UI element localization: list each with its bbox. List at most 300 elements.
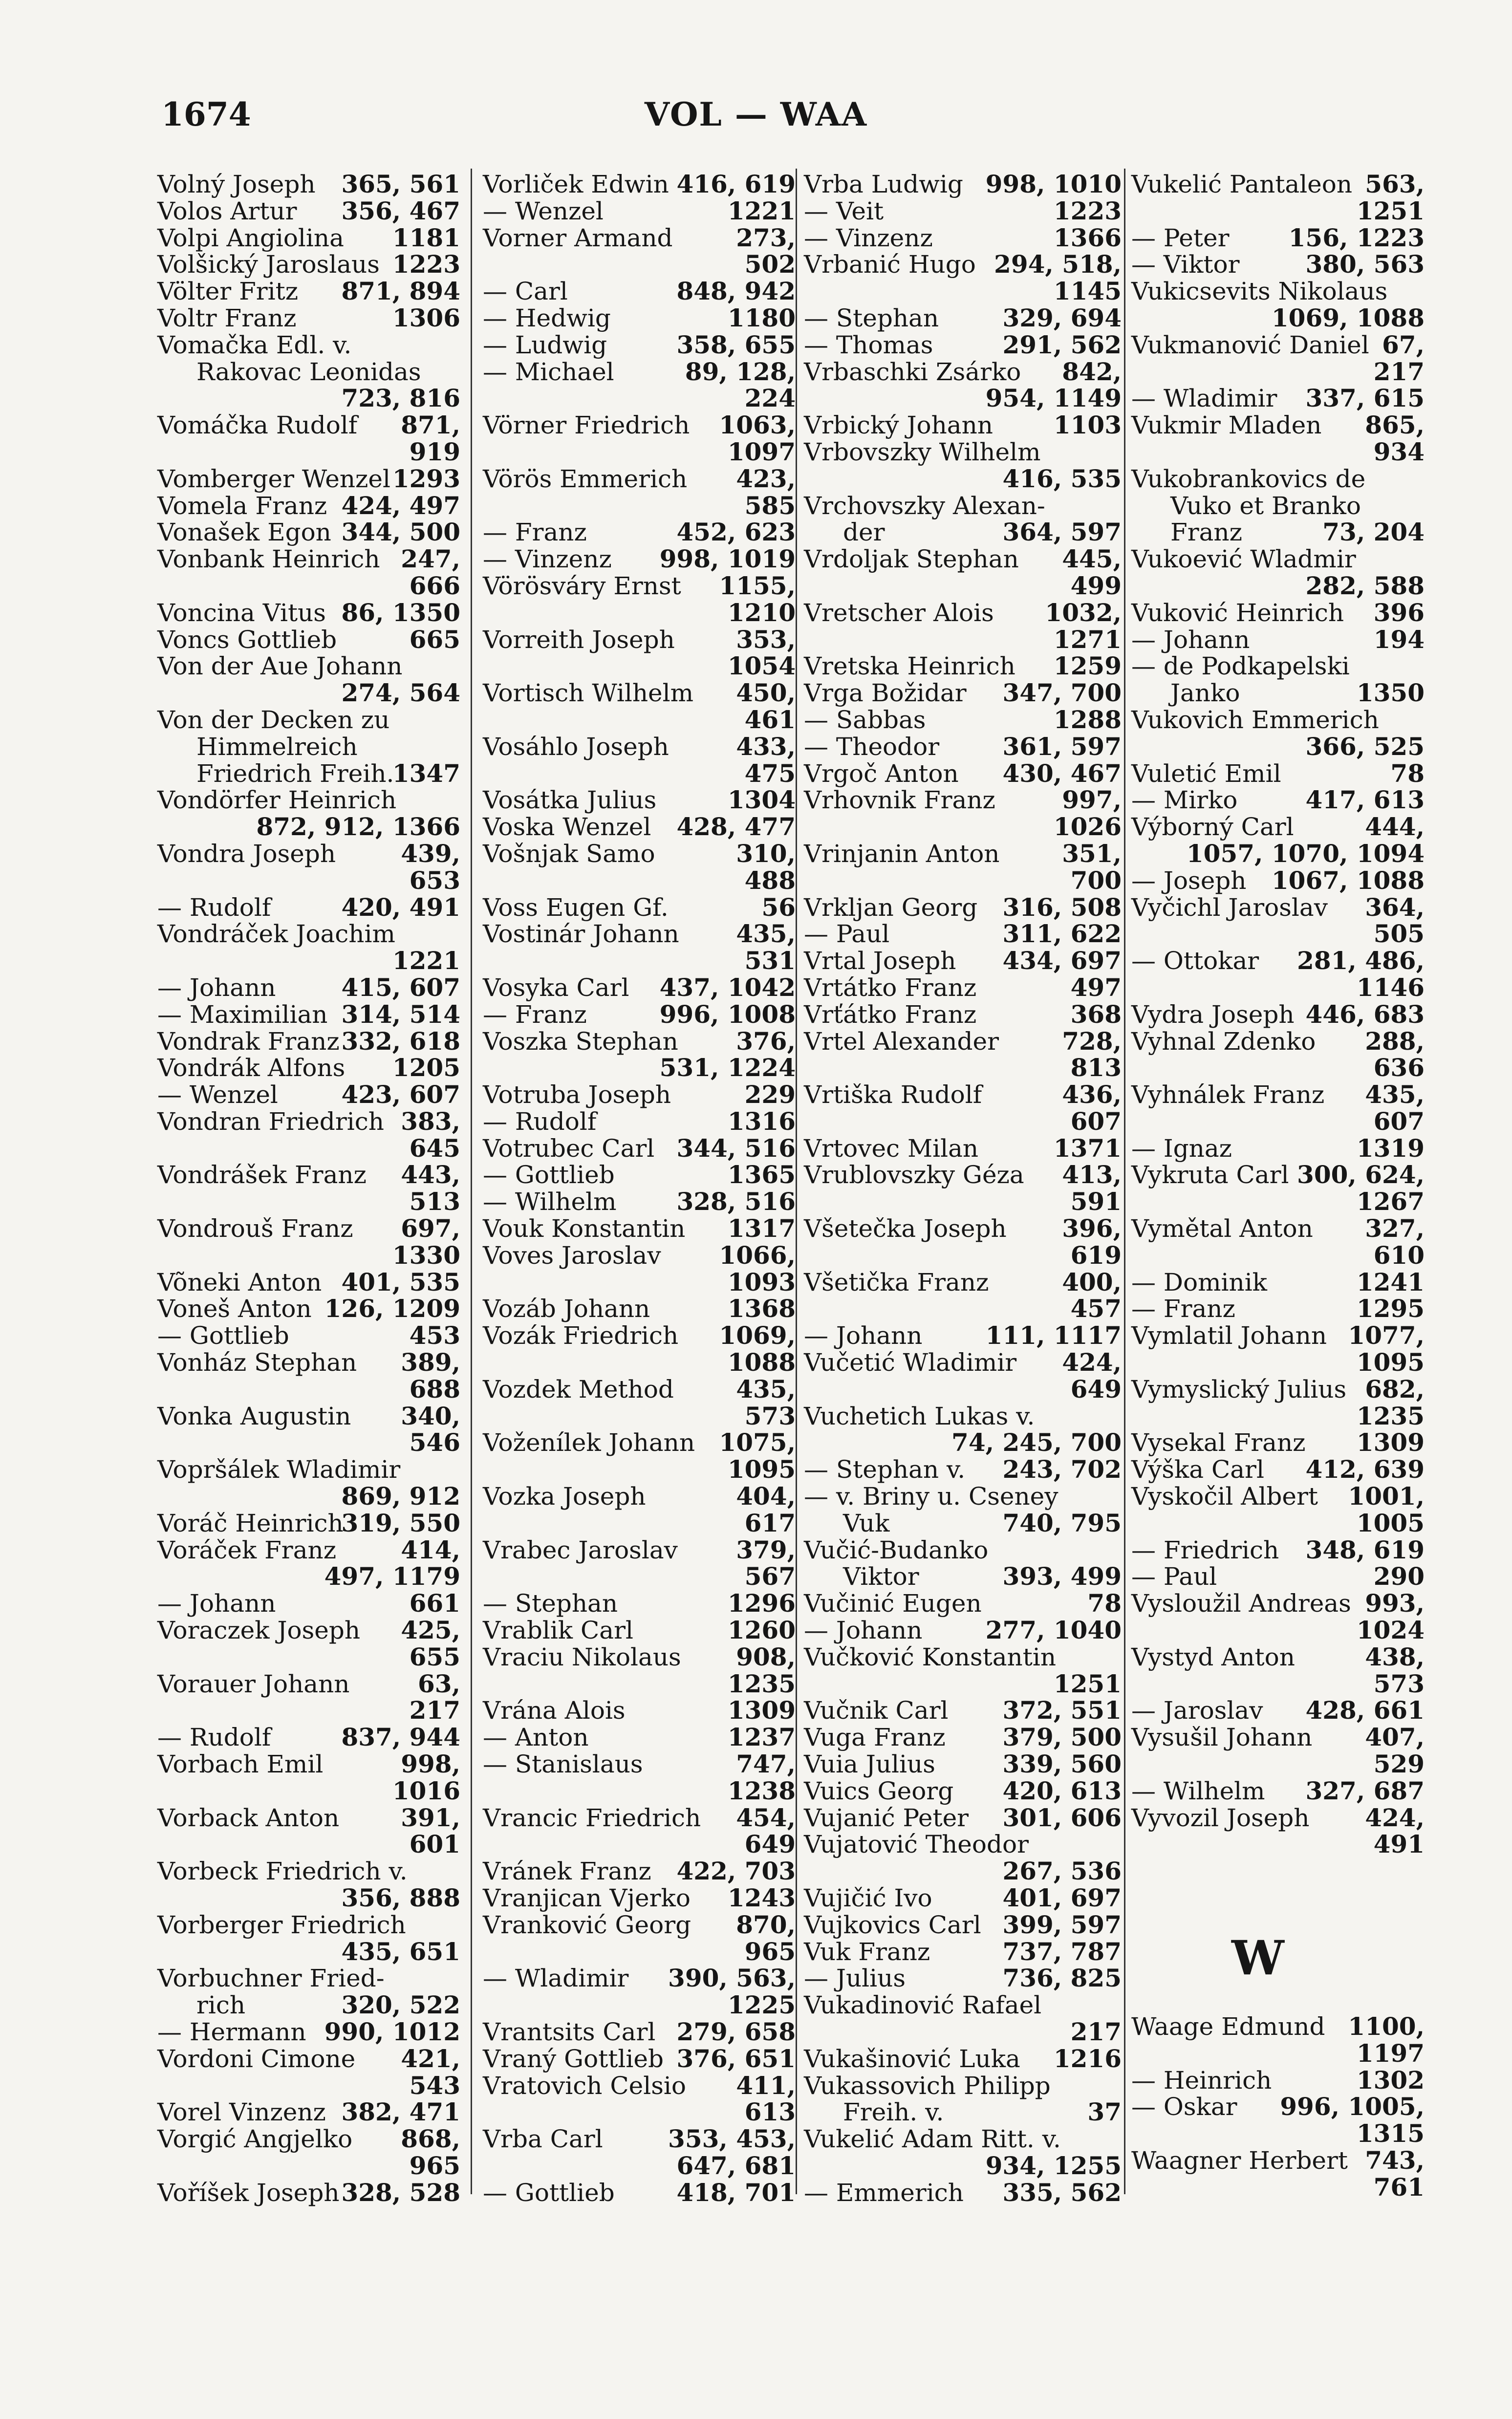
index-entry: [1131, 1590, 1425, 1617]
entry-name: Vranjican Vjerko: [483, 1884, 691, 1912]
entry-name: Vujičić Ivo: [804, 1884, 932, 1912]
entry-name: — Oskar: [1131, 2093, 1237, 2121]
entry-pages: 513: [409, 1187, 460, 1216]
entry-pages: 1302: [1356, 2065, 1425, 2095]
entry-name: — Wenzel: [483, 196, 604, 225]
entry-name: — Theodor: [804, 732, 940, 761]
column-divider: [796, 169, 797, 2194]
entry-name: Vrtovec Milan: [804, 1134, 979, 1163]
entry-pages: 416, 619: [676, 170, 796, 198]
index-entry: [1131, 1242, 1425, 1269]
index-entry: [1131, 2174, 1425, 2201]
entry-name: — Veit: [804, 196, 884, 225]
entry-pages: 365, 561: [341, 170, 460, 198]
entry-name: Vretska Heinrich: [804, 652, 1015, 681]
index-entry: [483, 493, 796, 519]
index-entry: [483, 734, 796, 760]
entry-pages: 356, 888: [341, 1883, 460, 1912]
index-entry: [804, 1188, 1122, 1215]
entry-name: Vrbovszky Wilhelm: [804, 437, 1041, 466]
index-entry: [483, 707, 796, 734]
entry-pages: 424,: [1365, 1803, 1425, 1832]
entry-pages: 1317: [727, 1214, 796, 1243]
index-entry: [804, 600, 1122, 626]
entry-pages: 1066,: [719, 1240, 796, 1270]
entry-name: Von der Aue Johann: [157, 652, 403, 681]
entry-pages: 376,: [736, 1026, 796, 1056]
entry-pages: 636: [1373, 1053, 1425, 1082]
index-entry: [483, 1537, 796, 1564]
entry-name: — Johann: [804, 1321, 923, 1350]
entry-name: Viktor: [843, 1562, 919, 1591]
index-entry: [157, 573, 460, 600]
entry-pages: 1259: [1053, 651, 1122, 681]
entry-name: Vranković Georg: [483, 1910, 691, 1939]
entry-name: Vordoni Cimone: [157, 2044, 356, 2073]
entry-pages: 591: [1070, 1187, 1122, 1216]
entry-pages: 358, 655: [676, 330, 796, 359]
entry-pages: 848, 942: [676, 277, 796, 306]
entry-pages: 728,: [1062, 1026, 1122, 1056]
entry-pages: 837, 944: [341, 1723, 460, 1752]
index-entry: [157, 1456, 460, 1483]
entry-name: Vuko et Branko: [1170, 491, 1361, 520]
entry-name: Vomačka Edl. v.: [157, 330, 352, 359]
index-entry: [483, 439, 796, 466]
entry-pages: 491: [1373, 1830, 1425, 1859]
entry-pages: 505: [1373, 919, 1425, 949]
entry-name: Vrbický Johann: [804, 411, 994, 440]
entry-pages: 1146: [1356, 972, 1425, 1002]
entry-pages: 344, 516: [676, 1133, 796, 1163]
index-entry: [483, 1912, 796, 1939]
index-entry: [483, 198, 796, 225]
entry-pages: 488: [744, 865, 796, 895]
index-entry: [157, 1108, 460, 1135]
entry-name: Vrbanić Hugo: [804, 250, 976, 279]
entry-name: — Johann: [157, 1589, 276, 1618]
index-entry: [483, 1188, 796, 1215]
entry-pages: 437, 1042: [659, 972, 796, 1002]
entry-pages: 415, 607: [341, 972, 460, 1002]
entry-pages: 585: [744, 491, 796, 520]
index-column-2: [483, 171, 796, 2206]
entry-name: Vouk Konstantin: [483, 1214, 686, 1243]
index-entry: [483, 1108, 796, 1135]
entry-name: Vrtátko Franz: [804, 973, 977, 1002]
entry-pages: 380, 563: [1305, 250, 1425, 279]
entry-pages: 1238: [727, 1776, 796, 1805]
entry-pages: 1067, 1088: [1271, 865, 1425, 895]
entry-name: Vorback Anton: [157, 1803, 340, 1832]
entry-name: Voráček Franz: [157, 1535, 337, 1564]
entry-pages: 870,: [736, 1910, 796, 1939]
entry-name: Voženílek Johann: [483, 1428, 695, 1457]
entry-name: Výborný Carl: [1131, 813, 1294, 842]
index-entry: [157, 225, 460, 252]
index-entry: [157, 1724, 460, 1751]
entry-pages: 1221: [727, 196, 796, 225]
entry-pages: 871, 894: [341, 277, 460, 306]
entry-name: Vrantsits Carl: [483, 2017, 656, 2046]
index-entry: [804, 1885, 1122, 1912]
entry-name: — Hermann: [157, 2017, 306, 2046]
index-entry: [804, 1965, 1122, 1992]
entry-pages: 869, 912: [341, 1482, 460, 1511]
entry-name: Vučinić Eugen: [804, 1589, 982, 1618]
index-entry: [804, 305, 1122, 332]
index-entry: [804, 519, 1122, 546]
entry-pages: 688: [409, 1374, 460, 1404]
entry-pages: 1155,: [719, 571, 796, 600]
index-entry: [157, 2126, 460, 2153]
index-entry: [804, 1242, 1122, 1269]
entry-pages: 1267: [1356, 1187, 1425, 1216]
entry-name: — Stephan: [804, 303, 939, 332]
index-entry: [1131, 921, 1425, 948]
entry-pages: 314, 514: [341, 999, 460, 1029]
index-entry: [483, 1269, 796, 1296]
index-entry: [483, 2046, 796, 2073]
entry-pages: 434, 697: [1002, 946, 1122, 975]
entry-pages: 217: [1373, 357, 1425, 386]
entry-name: Vukelić Adam Ritt. v.: [804, 2125, 1061, 2154]
index-entry: [483, 2153, 796, 2180]
entry-name: Vuk Franz: [804, 1937, 930, 1966]
entry-name: — Thomas: [804, 330, 933, 359]
index-entry: [483, 921, 796, 948]
entry-pages: 1368: [727, 1294, 796, 1323]
index-entry: [804, 225, 1122, 252]
index-entry: [804, 1617, 1122, 1644]
index-entry: [483, 1429, 796, 1456]
entry-pages: 1075,: [719, 1428, 796, 1457]
entry-name: Vuia Julius: [804, 1750, 935, 1779]
index-entry: [157, 1349, 460, 1376]
entry-name: — Mirko: [1131, 786, 1238, 815]
entry-pages: 655: [409, 1642, 460, 1671]
entry-name: Vondörfer Heinrich: [157, 786, 397, 815]
entry-name: — Heinrich: [1131, 2066, 1272, 2095]
entry-pages: 475: [744, 758, 796, 788]
entry-name: Vondran Friedrich: [157, 1107, 384, 1136]
entry-pages: 1309: [727, 1696, 796, 1725]
entry-pages: 1088: [727, 1348, 796, 1377]
entry-name: Vukelić Pantaleon: [1131, 170, 1353, 198]
entry-pages: 1205: [392, 1053, 460, 1082]
entry-name: Vorliček Edwin: [483, 170, 669, 198]
entry-pages: 435, 651: [341, 1937, 460, 1966]
index-entry: [483, 225, 796, 252]
entry-name: — Peter: [1131, 223, 1230, 252]
index-entry: [1131, 493, 1425, 519]
entry-name: Vondrak Franz: [157, 1027, 340, 1056]
entry-name: Vukašinović Luka: [804, 2044, 1020, 2073]
index-entry: [1131, 841, 1425, 867]
entry-pages: 310,: [736, 839, 796, 868]
entry-name: Völter Fritz: [157, 277, 299, 306]
entry-pages: 461: [744, 705, 796, 734]
entry-name: — Gottlieb: [157, 1321, 289, 1350]
entry-pages: 439,: [401, 839, 460, 868]
entry-pages: 423,: [736, 464, 796, 493]
index-entry: [157, 1912, 460, 1939]
entry-pages: 700: [1070, 865, 1122, 895]
entry-pages: 274, 564: [341, 678, 460, 708]
entry-pages: 364, 597: [1002, 518, 1122, 547]
index-entry: [804, 680, 1122, 707]
index-entry: [804, 385, 1122, 412]
index-entry: [804, 948, 1122, 974]
index-entry: [804, 1805, 1122, 1832]
entry-name: — Julius: [804, 1964, 906, 1993]
entry-pages: 267, 536: [1002, 1857, 1122, 1886]
entry-name: Vysekal Franz: [1131, 1428, 1306, 1457]
index-entry: [1131, 2120, 1425, 2147]
index-entry: [1131, 385, 1425, 412]
entry-name: Vukovich Emmerich: [1131, 705, 1379, 734]
index-entry: [157, 1965, 460, 1992]
index-entry: [157, 546, 460, 573]
index-entry: [483, 1590, 796, 1617]
index-entry: [157, 305, 460, 332]
entry-pages: 502: [744, 250, 796, 279]
entry-name: Freih. v.: [843, 2098, 944, 2127]
entry-pages: 1225: [727, 1990, 796, 2020]
entry-pages: 990, 1012: [324, 2017, 460, 2046]
entry-name: Vukobrankovics de: [1131, 464, 1366, 493]
index-entry: [157, 1001, 460, 1028]
entry-name: Vosátka Julius: [483, 786, 657, 815]
entry-pages: 348, 619: [1305, 1535, 1425, 1564]
entry-name: Vondrouš Franz: [157, 1214, 353, 1243]
entry-name: Vrga Božidar: [804, 679, 967, 708]
index-entry: [483, 1296, 796, 1322]
entry-name: — Ottokar: [1131, 947, 1259, 975]
index-entry: [157, 1885, 460, 1912]
entry-pages: 316, 508: [1002, 892, 1122, 922]
index-entry: [483, 412, 796, 439]
entry-pages: 1197: [1356, 2038, 1425, 2068]
entry-pages: 407,: [1365, 1723, 1425, 1752]
entry-pages: 393, 499: [1002, 1562, 1122, 1591]
entry-pages: 327, 687: [1305, 1776, 1425, 1805]
entry-name: Vortisch Wilhelm: [483, 679, 694, 708]
entry-pages: 1216: [1053, 2044, 1122, 2073]
index-entry: [1131, 1671, 1425, 1698]
entry-name: Vujkovics Carl: [804, 1910, 981, 1939]
entry-pages: 497: [1070, 972, 1122, 1002]
index-entry: [157, 1939, 460, 1965]
column-divider: [1124, 169, 1125, 2194]
index-entry: [1131, 1188, 1425, 1215]
index-entry: [483, 1376, 796, 1403]
entry-pages: 288,: [1365, 1026, 1425, 1056]
entry-name: Vujatović Theodor: [804, 1830, 1029, 1859]
entry-name: Vuletić Emil: [1131, 759, 1281, 788]
entry-pages: 607: [1070, 1106, 1122, 1136]
entry-pages: 273,: [736, 223, 796, 252]
index-entry: [804, 1162, 1122, 1188]
entry-name: Voráč Heinrich: [157, 1509, 344, 1537]
entry-pages: 390, 563,: [668, 1964, 796, 1993]
index-entry: [804, 1055, 1122, 1081]
entry-name: Vyhnal Zdenko: [1131, 1027, 1316, 1056]
entry-pages: 290: [1373, 1562, 1425, 1591]
index-entry: [157, 412, 460, 439]
index-entry: [804, 1671, 1122, 1698]
index-entry: [1131, 546, 1425, 573]
index-entry: [804, 1269, 1122, 1296]
index-entry: [804, 2180, 1122, 2206]
entry-name: Vyčichl Jaroslav: [1131, 893, 1328, 922]
entry-name: Vrána Alois: [483, 1696, 626, 1725]
index-entry: [157, 1135, 460, 1162]
index-entry: [1131, 1644, 1425, 1671]
entry-pages: 247,: [401, 544, 460, 574]
index-entry: [157, 894, 460, 921]
entry-name: Vrťátko Franz: [804, 1000, 977, 1029]
entry-name: Vučetić Wladimir: [804, 1348, 1017, 1377]
entry-pages: 965: [744, 1937, 796, 1966]
entry-name: — v. Briny u. Cseney: [804, 1482, 1058, 1511]
entry-name: Volos Artur: [157, 196, 297, 225]
index-entry: [804, 1403, 1122, 1430]
entry-pages: 1095: [1356, 1348, 1425, 1377]
index-entry: [157, 787, 460, 814]
index-entry: [157, 1590, 460, 1617]
entry-pages: 996, 1008: [659, 999, 796, 1029]
entry-pages: 872, 912, 1366: [256, 812, 460, 842]
entry-name: — Franz: [483, 518, 587, 547]
index-entry: [804, 1724, 1122, 1751]
index-entry: [804, 734, 1122, 760]
index-entry: [1131, 1831, 1425, 1858]
entry-pages: 996, 1005,: [1280, 2092, 1425, 2121]
index-entry: [157, 1322, 460, 1349]
entry-pages: 647, 681: [676, 2151, 796, 2180]
index-entry: [483, 1028, 796, 1055]
entry-name: Vošnjak Samo: [483, 839, 655, 868]
entry-name: Vrba Ludwig: [804, 170, 963, 198]
entry-pages: 399, 597: [1002, 1910, 1122, 1939]
index-entry: [483, 1215, 796, 1242]
index-entry: [1131, 2094, 1425, 2120]
entry-pages: 421,: [401, 2044, 460, 2073]
entry-pages: 1260: [727, 1616, 796, 1645]
index-entry: [483, 1510, 796, 1537]
entry-name: Vrhovnik Franz: [804, 786, 995, 815]
entry-pages: 444,: [1365, 812, 1425, 842]
index-entry: [157, 2099, 460, 2126]
entry-pages: 454,: [736, 1803, 796, 1832]
entry-name: — Vinzenz: [804, 223, 933, 252]
index-entry: [483, 1671, 796, 1698]
entry-name: Vorbuchner Fried-: [157, 1964, 385, 1993]
entry-pages: 194: [1373, 625, 1425, 654]
entry-pages: 327,: [1365, 1214, 1425, 1243]
index-entry: [157, 1296, 460, 1322]
index-entry: [804, 439, 1122, 466]
index-entry: [483, 1724, 796, 1751]
index-entry: [804, 466, 1122, 493]
entry-pages: 450,: [736, 678, 796, 708]
index-entry: [1131, 278, 1425, 305]
index-entry: [1131, 171, 1425, 198]
entry-pages: 1319: [1356, 1133, 1425, 1163]
entry-pages: 383,: [401, 1106, 460, 1136]
entry-name: — Wladimir: [483, 1964, 629, 1993]
index-entry: [157, 734, 460, 760]
index-entry: [483, 1858, 796, 1885]
entry-pages: 452, 623: [676, 518, 796, 547]
entry-name: — Ludwig: [483, 330, 607, 359]
entry-pages: 301, 606: [1002, 1803, 1122, 1832]
entry-name: Vopršálek Wladimir: [157, 1455, 401, 1484]
index-entry: [157, 1697, 460, 1724]
index-entry: [804, 1483, 1122, 1510]
index-entry: [804, 894, 1122, 921]
index-entry: [804, 2153, 1122, 2180]
entry-pages: 382, 471: [341, 2097, 460, 2127]
index-entry: [804, 1537, 1122, 1564]
entry-pages: 347, 700: [1002, 678, 1122, 708]
entry-name: Vukmanović Daniel: [1131, 330, 1369, 359]
entry-name: — Maximilian: [157, 1000, 328, 1029]
entry-pages: 1180: [727, 303, 796, 332]
entry-name: Vraciu Nikolaus: [483, 1642, 681, 1671]
index-entry: [1131, 814, 1425, 841]
entry-pages: 300, 624,: [1297, 1160, 1425, 1189]
entry-pages: 1016: [392, 1776, 460, 1805]
entry-name: Vrablik Carl: [483, 1616, 633, 1645]
entry-name: — Dominik: [1131, 1268, 1267, 1296]
index-entry: [157, 1644, 460, 1671]
index-entry: [1131, 359, 1425, 386]
entry-name: Vosyka Carl: [483, 973, 629, 1002]
entry-pages: 366, 525: [1305, 732, 1425, 761]
entry-pages: 998, 1019: [659, 544, 796, 574]
entry-pages: 497, 1179: [324, 1562, 460, 1591]
index-entry: [1131, 1429, 1425, 1456]
entry-pages: 351,: [1062, 839, 1122, 868]
entry-name: Vorbeck Friedrich v.: [157, 1857, 408, 1886]
entry-pages: 379, 500: [1002, 1723, 1122, 1752]
entry-pages: 332, 618: [341, 1026, 460, 1056]
index-entry: [1131, 198, 1425, 225]
index-entry: [157, 1992, 460, 2019]
index-entry: [1131, 1135, 1425, 1162]
entry-name: Vymyslický Julius: [1131, 1375, 1347, 1404]
entry-name: Vrtel Alexander: [804, 1027, 999, 1056]
entry-name: Vyvozil Joseph: [1131, 1803, 1310, 1832]
index-column-3: [804, 171, 1122, 2206]
entry-pages: 1295: [1356, 1294, 1425, 1323]
index-entry: [804, 2073, 1122, 2099]
entry-pages: 682,: [1365, 1374, 1425, 1404]
entry-name: Vostinár Johann: [483, 920, 679, 949]
entry-pages: 666: [409, 571, 460, 600]
entry-name: Vomáčka Rudolf: [157, 411, 358, 440]
section-letter-w: W: [1231, 1930, 1284, 1986]
entry-pages: 361, 597: [1002, 732, 1122, 761]
index-entry: [157, 1055, 460, 1081]
entry-name: Volný Joseph: [157, 170, 316, 198]
index-entry: [157, 1778, 460, 1805]
index-entry: [1131, 1778, 1425, 1805]
index-entry: [1131, 1510, 1425, 1537]
index-entry: [804, 1215, 1122, 1242]
